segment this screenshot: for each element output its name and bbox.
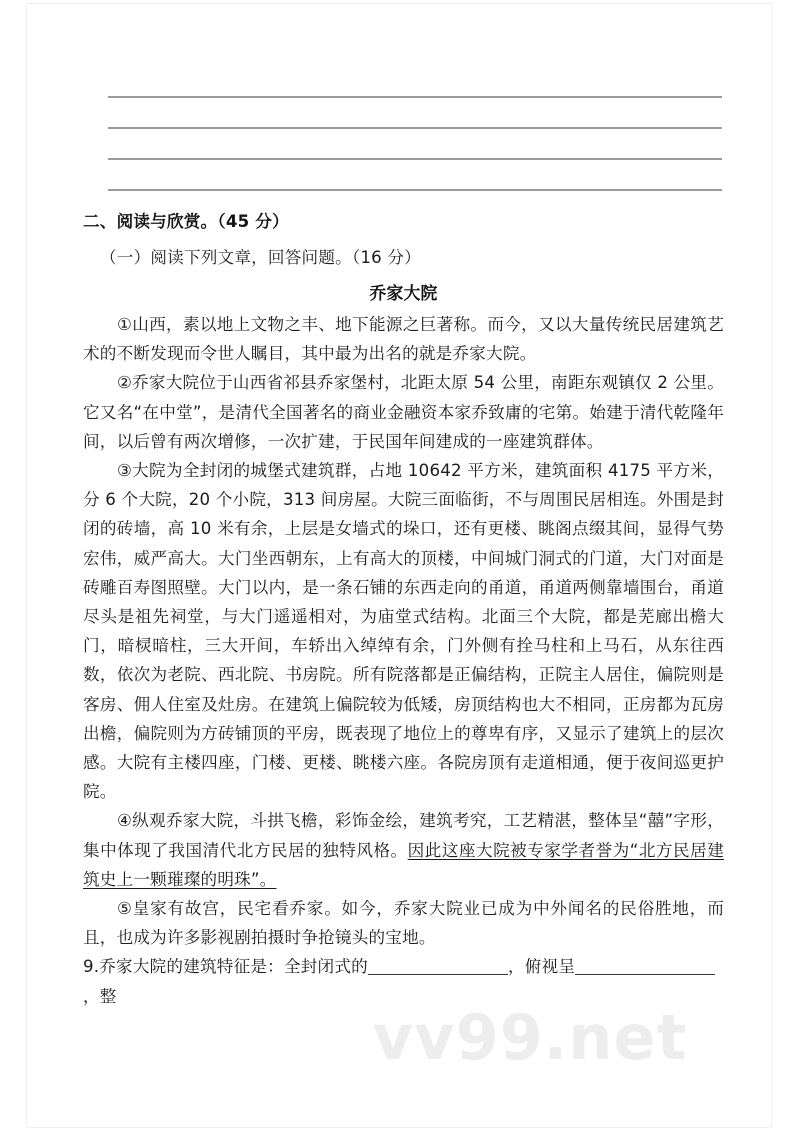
paragraph-2: ②乔家大院位于山西省祁县乔家堡村，北距太原 54 公里，南距东观镇仅 2 公里。它又名“在中堂”，是清代全国著名的商业金融资本家乔致庸的宅第。始建于清代乾隆年间，以后曾有两次增修，一次扩建，于民国年间建成的一座建筑群体。 — [83, 373, 724, 451]
paragraph-4 — [83, 806, 724, 894]
answer-line[interactable] — [108, 127, 722, 129]
site-watermark: vv99.net — [372, 1001, 688, 1074]
paragraph-5: ⑤皇家有故宫，民宅看乔家。如今，乔家大院业已成为中外闻名的民俗胜地，而且，也成为许多影视剧拍摄时争抢镜头的宝地。 — [83, 899, 724, 948]
answer-ruled-lines — [108, 96, 722, 220]
question-text-after-blank-2: ，整 — [83, 986, 117, 1006]
section-subheading: （一）阅读下列文章，回答问题。（16 分） — [100, 248, 421, 267]
question-blank-2[interactable] — [575, 974, 715, 975]
question-number: 9. — [83, 957, 100, 977]
paragraph-3: ③大院为全封闭的城堡式建筑群，占地 10642 平方米，建筑面积 4175 平方米，分 6 个大院，20 个小院，313 间房屋。大院三面临街，不与周围民居相连。外围是封闭的砖墙，高 10 米有余，上层是女墙式的垛口，还有更楼、眺阁点缀其间，显得气势宏伟，威严高大。大门坐西朝东，上有高大的顶楼，中间城门洞式的门道，大门对面是砖雕百寿图照壁。大门以内，是一条石铺的东西走向的甬道，甬道两侧靠墙围台，甬道尽头是祖先祠堂，与大门遥遥相对，为庙堂式结构。北面三个大院，都是芜廊出檐大门，暗棂暗柱，三大开间，车轿出入绰绰有余，门外侧有拴马柱和上马石，从东往西数，依次为老院、西北院、书房院。所有院落都是正偏结构，正院主人居住，偏院则是客房、佣人住室及灶房。在建筑上偏院较为低矮，房顶结构也大不相同，正房都为瓦房出檐，偏院则为方砖铺顶的平房，既表现了地位上的尊卑有序，又显示了建筑上的层次感。大院有主楼四座，门楼、更楼、眺楼六座。各院房顶有走道相通，便于夜间巡更护院。 — [83, 461, 724, 802]
question-text-before-blank-1: 乔家大院的建筑特征是：全封闭式的 — [99, 957, 368, 977]
question-blank-1[interactable] — [368, 974, 508, 975]
article-title: 乔家大院 — [369, 283, 438, 303]
answer-line[interactable] — [108, 158, 722, 160]
question-text-between-blanks: ，俯视呈 — [507, 957, 576, 977]
answer-line[interactable] — [108, 96, 722, 98]
paragraph-1: ①山西，素以地上文物之丰、地下能源之巨著称。而今，又以大量传统民居建筑艺术的不断发现而令世人瞩目，其中最为出名的就是乔家大院。 — [83, 315, 724, 364]
paragraph-4-underlined-sentence: 因此这座大院被专家学者誉为“北方民居建筑史上一颗璀璨的明珠”。 — [83, 840, 724, 889]
paragraph-4-lead: ④纵观乔家大院，斗拱飞檐，彩饰金绘，建筑考究，工艺精湛，整体呈“囍”字形，集中体现了我国清代北方民居的独特风格。 — [83, 811, 724, 860]
answer-line[interactable] — [108, 189, 722, 191]
section-heading: 二、阅读与欣赏。（45 分） — [83, 212, 289, 231]
article-body — [83, 207, 724, 1011]
